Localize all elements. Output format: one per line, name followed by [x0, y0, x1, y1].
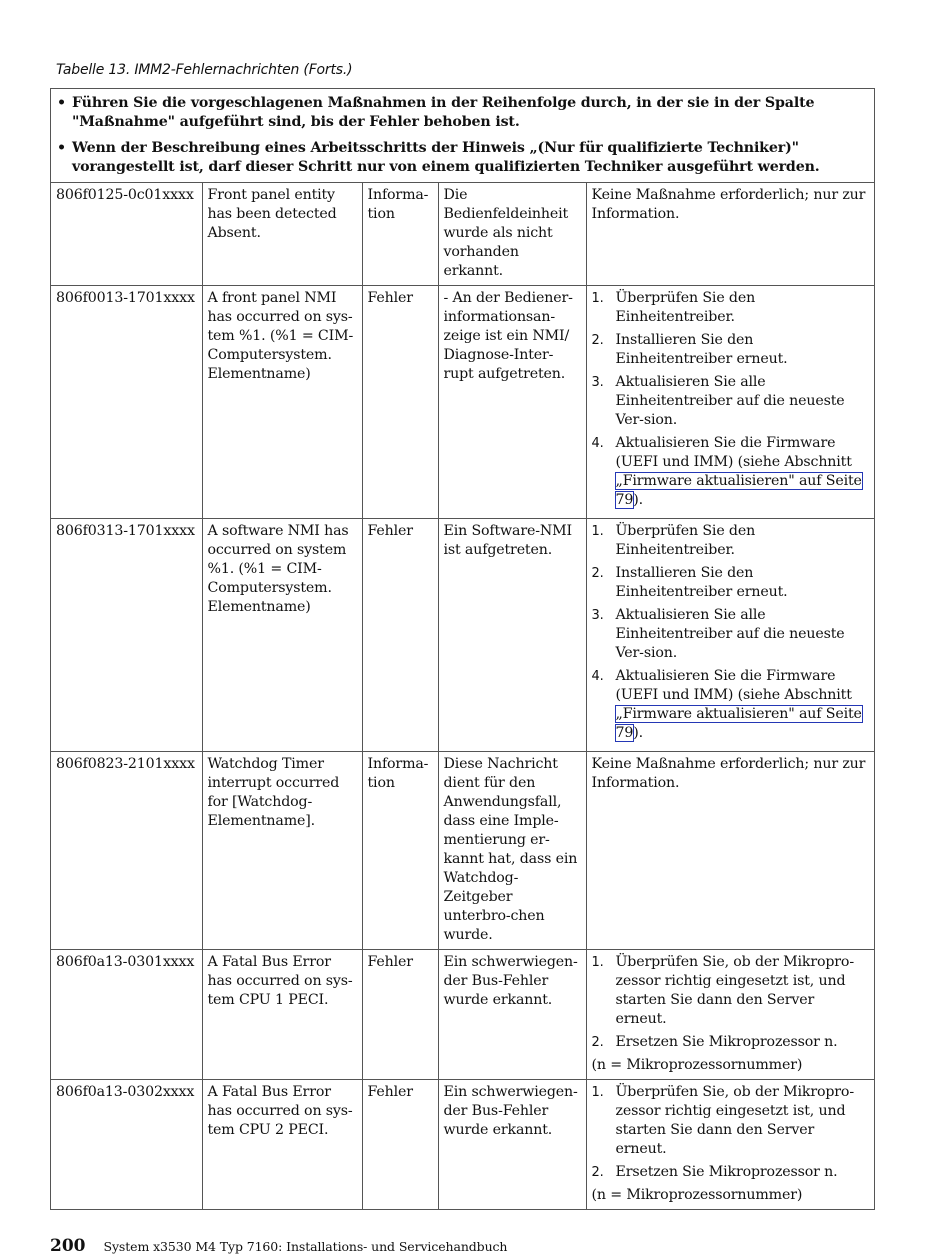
- message-rows: [51, 183, 874, 1209]
- message-text: Watchdog Timer interrupt occurred for [Watchdog-Elementname].: [202, 752, 362, 950]
- severity: Informa-tion: [362, 752, 438, 950]
- description: - An der Bediener-informationsan-zeige ist ein NMI/ Diagnose-Inter-rupt aufgetreten.: [438, 286, 586, 519]
- step-text: Aktualisieren Sie die Firmware (UEFI und IMM) (siehe Abschnitt „Firmware aktualisieren" auf Seite 79).: [615, 668, 862, 741]
- severity: Fehler: [362, 950, 438, 1080]
- table-row: [51, 1080, 874, 1210]
- action-steps: [586, 950, 874, 1080]
- message-text: Front panel entity has been detected Absent.: [202, 183, 362, 286]
- step-item: [592, 1083, 870, 1159]
- step-item: [592, 667, 870, 743]
- description: Die Bedienfeldeinheit wurde als nicht vorhanden erkannt.: [438, 183, 586, 286]
- step-item: [592, 564, 870, 602]
- table-row: [51, 286, 874, 519]
- step-item: [592, 953, 870, 1029]
- severity: Fehler: [362, 286, 438, 519]
- step-text: Ersetzen Sie Mikroprozessor n.: [615, 1164, 838, 1180]
- note-item: [57, 94, 866, 132]
- message-text: A Fatal Bus Error has occurred on sys-tem CPU 2 PECI.: [202, 1080, 362, 1210]
- action-steps: [586, 519, 874, 752]
- bullet-icon: •: [57, 140, 66, 156]
- step-item: [592, 606, 870, 663]
- page-footer: [50, 1236, 507, 1256]
- table-notes: [51, 89, 874, 183]
- step-item: [592, 373, 870, 430]
- footer-title: System x3530 M4 Typ 7160: Installations- und Servicehandbuch: [103, 1239, 508, 1254]
- bullet-icon: •: [57, 95, 66, 111]
- severity: Informa-tion: [362, 183, 438, 286]
- note-text: Führen Sie die vorgeschlagenen Maßnahmen in der Reihenfolge durch, in der sie in der Spalte "Maßnahme" aufgeführt sind, bis der Fehler behoben ist.: [72, 95, 815, 130]
- description: Ein Software-NMI ist aufgetreten.: [438, 519, 586, 752]
- table-row: [51, 752, 874, 950]
- table-row: [51, 950, 874, 1080]
- firmware-update-link[interactable]: „Firmware aktualisieren" auf Seite: [615, 706, 862, 722]
- message-id: 806f0013-1701xxxx: [51, 286, 202, 519]
- step-item: [592, 289, 870, 327]
- description: Diese Nachricht dient für den Anwendungsfall, dass eine Imple-mentierung er-kannt hat, dass ein Watchdog-Zeitgeber unterbro-chen wurde.: [438, 752, 586, 950]
- severity: Fehler: [362, 1080, 438, 1210]
- step-note: (n = Mikroprozessornummer): [591, 1057, 803, 1073]
- note-item: [57, 139, 866, 177]
- action-text: Keine Maßnahme erforderlich; nur zur Information.: [586, 183, 874, 286]
- step-text: Aktualisieren Sie alle Einheitentreiber auf die neueste Ver-sion.: [615, 374, 845, 428]
- step-text: Überprüfen Sie, ob der Mikropro-zessor richtig eingesetzt ist, und starten Sie dann den Server erneut.: [615, 954, 854, 1027]
- description: Ein schwerwiegen-der Bus-Fehler wurde erkannt.: [438, 1080, 586, 1210]
- step-number: 2.: [591, 1165, 604, 1180]
- table-caption: Tabelle 13. IMM2-Fehlernachrichten (Forts.): [56, 62, 353, 78]
- step-item: [592, 434, 870, 510]
- message-text: A Fatal Bus Error has occurred on sys-tem CPU 1 PECI.: [202, 950, 362, 1080]
- message-text: A front panel NMI has occurred on sys-tem %1. (%1 = CIM-Computersystem. Elementname): [202, 286, 362, 519]
- step-text: Aktualisieren Sie die Firmware (UEFI und IMM) (siehe Abschnitt „Firmware aktualisieren" auf Seite 79).: [615, 435, 862, 508]
- step-item: [592, 331, 870, 369]
- page-link[interactable]: 79: [615, 725, 634, 741]
- note-text: Wenn der Beschreibung eines Arbeitsschritts der Hinweis „(Nur für qualifizierte Techniker)" vorangestellt ist, darf dieser Schritt nur von einem qualifizierten Techniker ausgeführt werden.: [72, 140, 820, 175]
- message-id: 806f0313-1701xxxx: [51, 519, 202, 752]
- step-text: Aktualisieren Sie alle Einheitentreiber auf die neueste Ver-sion.: [615, 607, 845, 661]
- step-number: 2.: [591, 566, 604, 581]
- message-text: A software NMI has occurred on system %1. (%1 = CIM-Computersystem. Elementname): [202, 519, 362, 752]
- step-number: 1.: [591, 524, 604, 539]
- step-number: 1.: [591, 955, 604, 970]
- description: Ein schwerwiegen-der Bus-Fehler wurde erkannt.: [438, 950, 586, 1080]
- step-number: 1.: [591, 291, 604, 306]
- step-text: Überprüfen Sie, ob der Mikropro-zessor richtig eingesetzt ist, und starten Sie dann den Server erneut.: [615, 1084, 854, 1157]
- step-number: 4.: [591, 436, 604, 451]
- severity: Fehler: [362, 519, 438, 752]
- step-number: 1.: [591, 1085, 604, 1100]
- step-number: 2.: [591, 333, 604, 348]
- step-item: [592, 522, 870, 560]
- step-text: Installieren Sie den Einheitentreiber erneut.: [615, 565, 788, 600]
- step-text: Installieren Sie den Einheitentreiber erneut.: [615, 332, 788, 367]
- error-message-table: [50, 88, 875, 1210]
- step-number: 3.: [591, 375, 604, 390]
- step-number: 2.: [591, 1035, 604, 1050]
- action-steps: [586, 1080, 874, 1210]
- step-text: Überprüfen Sie den Einheitentreiber.: [615, 523, 756, 558]
- step-number: 4.: [591, 669, 604, 684]
- step-text: Ersetzen Sie Mikroprozessor n.: [615, 1034, 838, 1050]
- message-id: 806f0a13-0301xxxx: [51, 950, 202, 1080]
- action-steps: [586, 286, 874, 519]
- page-number: 200: [50, 1236, 86, 1256]
- step-text: Überprüfen Sie den Einheitentreiber.: [615, 290, 756, 325]
- step-item: [592, 1033, 870, 1052]
- table-row: [51, 183, 874, 286]
- message-id: 806f0823-2101xxxx: [51, 752, 202, 950]
- step-number: 3.: [591, 608, 604, 623]
- message-id: 806f0125-0c01xxxx: [56, 187, 194, 203]
- firmware-update-link[interactable]: „Firmware aktualisieren" auf Seite: [615, 473, 862, 489]
- step-item: [592, 1163, 870, 1182]
- table-row: [51, 519, 874, 752]
- action-text: Keine Maßnahme erforderlich; nur zur Information.: [586, 752, 874, 950]
- page-link[interactable]: 79: [615, 492, 634, 508]
- message-id: 806f0a13-0302xxxx: [51, 1080, 202, 1210]
- step-note: (n = Mikroprozessornummer): [591, 1187, 803, 1203]
